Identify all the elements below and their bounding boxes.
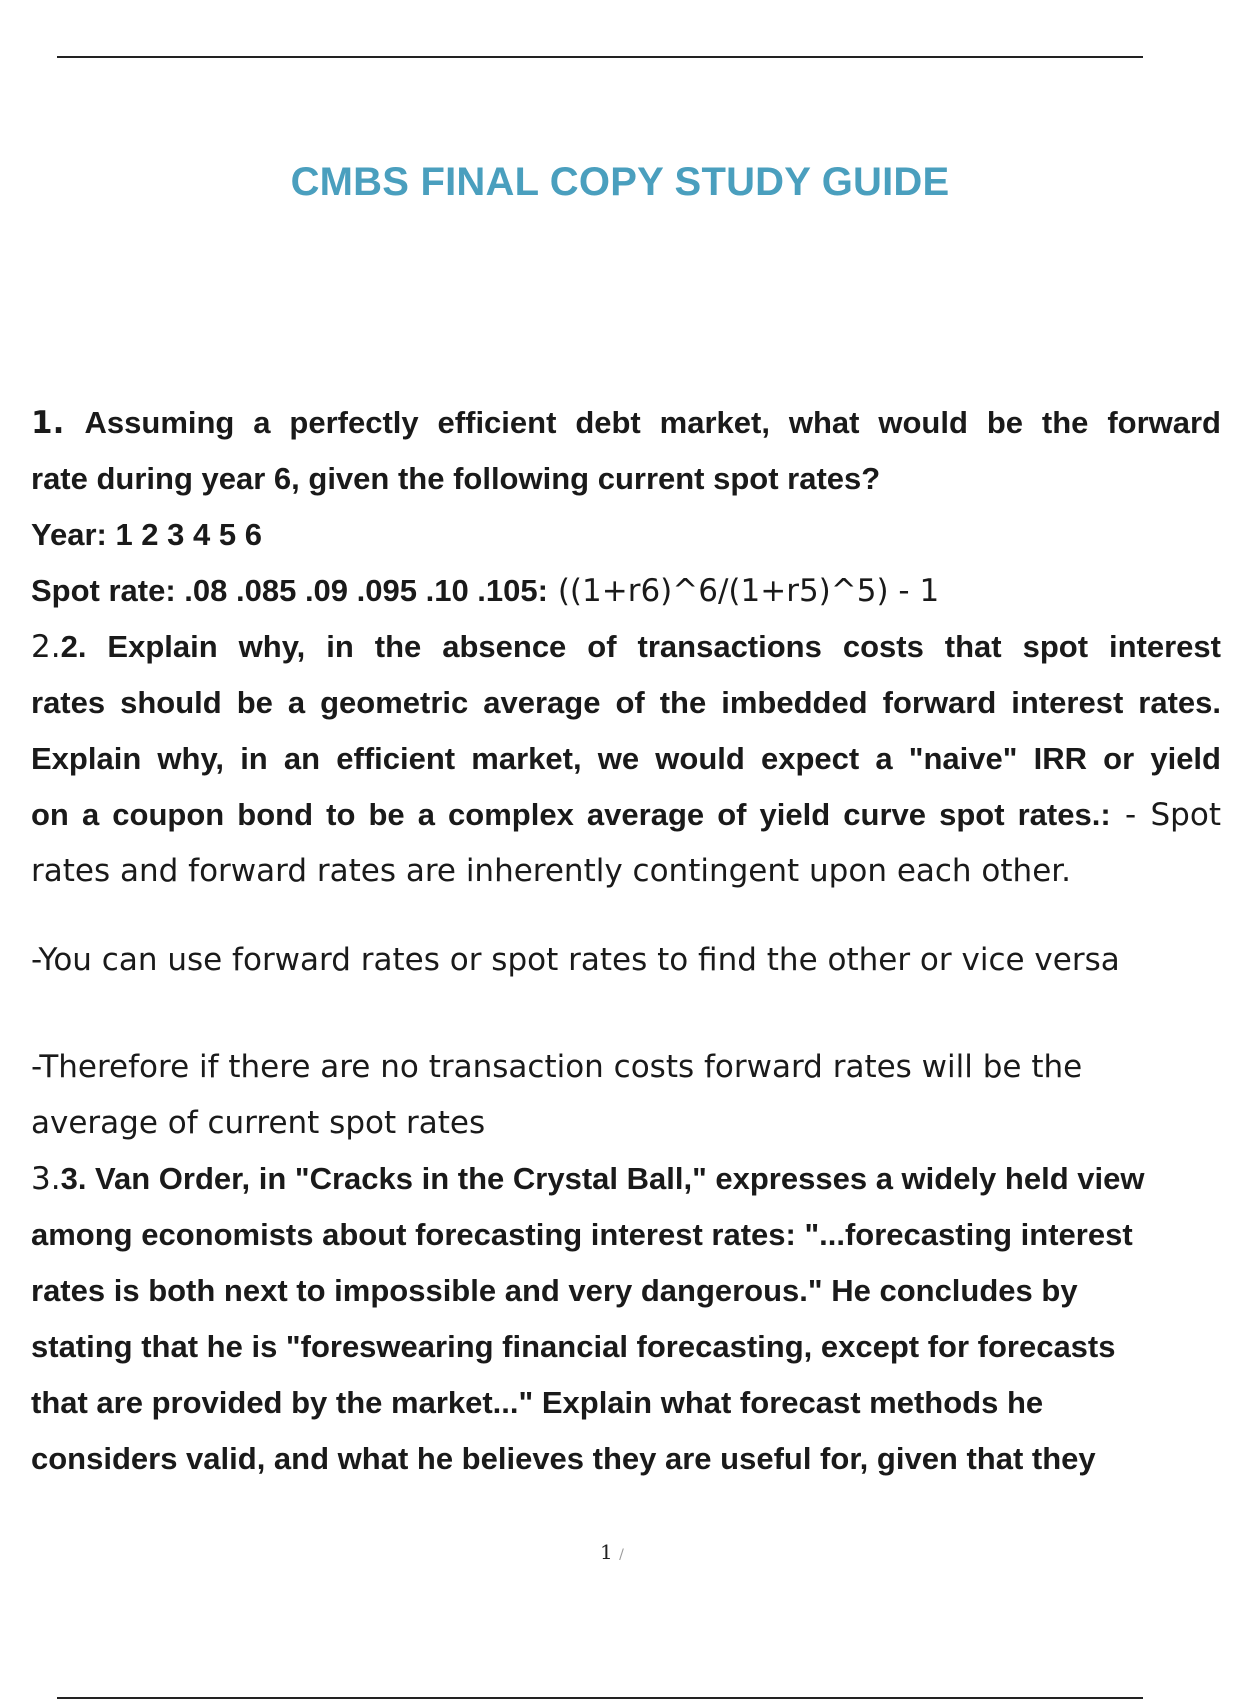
q3-line1: 3.3. Van Order, in "Cracks in the Crystal Ball," expresses a widely held view: [31, 1161, 1145, 1197]
q2-answer-point1: -You can use forward rates or spot rates to find the other or vice versa: [31, 942, 1120, 978]
q3-line4: stating that he is "foreswearing financial forecasting, except for forecasts: [31, 1329, 1116, 1364]
page-title: CMBS FINAL COPY STUDY GUIDE: [290, 160, 950, 204]
bottom-rule: [57, 1697, 1143, 1699]
q2-line1: 2.2. Explain why, in the absence of transactions costs that spot interest: [31, 629, 1221, 665]
q2-prefix: 2.: [31, 629, 61, 665]
q3-line5: that are provided by the market..." Explain what forecast methods he: [31, 1385, 1044, 1420]
page-number: 1 /: [600, 1540, 624, 1564]
q3-prefix: 3.: [31, 1161, 61, 1197]
q1-line4: Spot rate: .08 .085 .09 .095 .10 .105: ((1+r6)^6/(1+r5)^5) - 1: [31, 573, 940, 609]
q2-answer-point2-line2: average of current spot rates: [31, 1105, 486, 1141]
q1-answer: ((1+r6)^6/(1+r5)^5) - 1: [557, 573, 940, 609]
top-rule: [57, 56, 1143, 58]
q2-answer-line2: rates and forward rates are inherently contingent upon each other.: [31, 853, 1072, 889]
q1-number: 1.: [31, 405, 65, 441]
q1-line1: 1. Assuming a perfectly efficient debt market, what would be the forward: [31, 405, 1221, 441]
q3-line2: among economists about forecasting interest rates: "...forecasting interest: [31, 1217, 1133, 1252]
document-body: [31, 395, 1221, 1487]
q2-line2: rates should be a geometric average of the imbedded forward interest rates.: [31, 685, 1221, 720]
q1-line3: Year: 1 2 3 4 5 6: [31, 517, 262, 552]
q1-line2: rate during year 6, given the following current spot rates?: [31, 461, 881, 496]
q2-answer-point2-line1: -Therefore if there are no transaction costs forward rates will be the: [31, 1049, 1083, 1085]
q3-line6: considers valid, and what he believes they are useful for, given that they: [31, 1441, 1096, 1476]
q2-line4: on a coupon bond to be a complex average of yield curve spot rates.: - Spot: [31, 797, 1221, 833]
q3-line3: rates is both next to impossible and very dangerous." He concludes by: [31, 1273, 1078, 1308]
q2-line3: Explain why, in an efficient market, we would expect a "naive" IRR or yield: [31, 741, 1221, 776]
